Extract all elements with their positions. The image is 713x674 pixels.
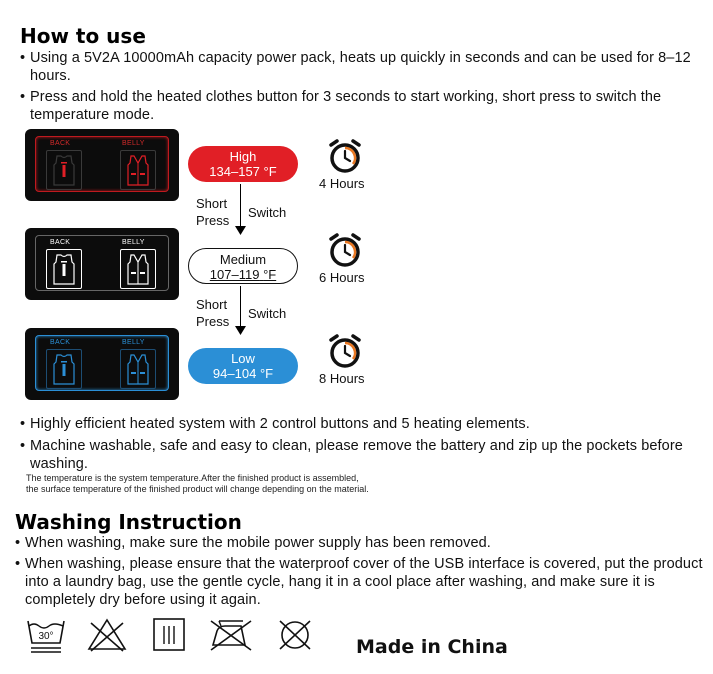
- bullet-machine-washable: • Machine washable, safe and easy to clean, please remove the battery and zip up the pockets before washing.: [20, 438, 683, 472]
- vest-back-icon: [47, 151, 81, 189]
- panel-label-belly: BELLY: [122, 140, 145, 147]
- mode-unit: °F: [263, 267, 277, 282]
- bullet-heating-system: • Highly efficient heated system with 2 control buttons and 5 heating elements.: [20, 416, 530, 432]
- control-panel-medium: [25, 228, 179, 300]
- back-button: [46, 150, 82, 190]
- panel-label-belly: BELLY: [122, 339, 145, 346]
- mode-unit: °F: [259, 366, 274, 381]
- temperature-note: The temperature is the system temperature.After the finished product is assembled, the surface temperature of the finished product will change depending on the material.: [26, 473, 369, 494]
- short-press-label: Short Press: [196, 196, 230, 228]
- panel-label-belly: BELLY: [122, 239, 145, 246]
- how-to-use-title: How to use: [20, 24, 146, 48]
- panel-frame: [35, 136, 169, 192]
- line-dry-icon: [152, 617, 186, 653]
- no-dry-clean-icon: [275, 617, 315, 653]
- switch-label: Switch: [248, 306, 287, 321]
- mode-name: High: [229, 149, 257, 164]
- mode-range: 107–119: [209, 267, 260, 282]
- mode-unit: °F: [263, 164, 277, 179]
- arrow-line: [240, 286, 241, 330]
- arrow-line: [240, 184, 241, 230]
- back-button: [46, 249, 82, 289]
- belly-button: [120, 150, 156, 190]
- arrow-down-icon: [235, 226, 246, 236]
- bullet-dot: •: [15, 535, 21, 551]
- bullet-dot: •: [20, 438, 26, 454]
- panel-frame: [35, 235, 169, 291]
- timer-icon: [326, 334, 364, 370]
- arrow-down-icon: [235, 326, 246, 336]
- wash-temp-label: 30°: [38, 631, 54, 642]
- no-iron-icon: [207, 617, 255, 653]
- belly-button: [120, 349, 156, 389]
- bullet-remove-power: • When washing, make sure the mobile power supply has been removed.: [15, 535, 491, 551]
- panel-label-back: BACK: [50, 339, 71, 346]
- vest-front-icon: [121, 151, 155, 189]
- timer-icon: [326, 139, 364, 175]
- hours-high: 4 Hours: [319, 176, 365, 191]
- bullet-dot: •: [15, 556, 21, 572]
- belly-button: [120, 249, 156, 289]
- washing-title: Washing Instruction: [15, 510, 242, 534]
- hours-low: 8 Hours: [319, 371, 365, 386]
- vest-front-icon: [121, 350, 155, 388]
- mode-pill-high: [188, 146, 298, 182]
- mode-pill-low: [188, 348, 298, 384]
- vest-front-icon: [121, 250, 155, 288]
- mode-pill-medium: [188, 248, 298, 284]
- bullet-press-hold: • Press and hold the heated clothes button for 3 seconds to start working, short press to switch the temperature mode.: [20, 89, 662, 123]
- mode-range: 134–157: [209, 164, 260, 179]
- switch-label: Switch: [248, 205, 287, 220]
- back-button: [46, 349, 82, 389]
- mode-name: Medium: [219, 252, 267, 267]
- bullet-power-pack: • Using a 5V2A 10000mAh capacity power pack, heats up quickly in seconds and can be used for 8–12 hours.: [20, 50, 691, 84]
- mode-range: 94–104: [212, 366, 257, 381]
- panel-label-back: BACK: [50, 140, 71, 147]
- vest-back-icon: [47, 350, 81, 388]
- made-in-label: Made in China: [356, 636, 508, 658]
- bullet-dot: •: [20, 89, 26, 105]
- vest-back-icon: [47, 250, 81, 288]
- control-panel-high: [25, 129, 179, 201]
- panel-label-back: BACK: [50, 239, 71, 246]
- bullet-dot: •: [20, 50, 26, 66]
- control-panel-low: [25, 328, 179, 400]
- bullet-dot: •: [20, 416, 26, 432]
- timer-icon: [326, 233, 364, 269]
- no-bleach-icon: [85, 617, 129, 653]
- wash-30-gentle-icon: [26, 617, 66, 657]
- mode-name: Low: [231, 351, 255, 366]
- short-press-label: Short Press: [196, 297, 230, 329]
- hours-medium: 6 Hours: [319, 270, 365, 285]
- panel-frame: [35, 335, 169, 391]
- bullet-washing-steps: • When washing, please ensure that the waterproof cover of the USB interface is covered, put the product into a laundry bag, use the gentle cycle, hang it in a cool place after washing, and make sure it is completely dry before using it again.: [15, 556, 703, 608]
